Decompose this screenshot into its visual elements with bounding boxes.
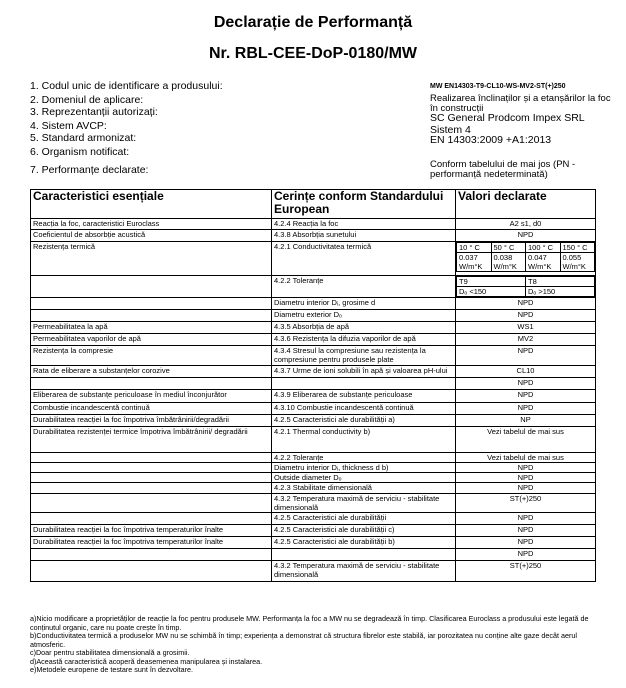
table-row <box>31 473 596 483</box>
value-cell: NPD <box>456 463 596 473</box>
lambda-cell: 0.055 W/m°K <box>560 253 595 272</box>
requirement-cell: 4.2.2 Toleranțe <box>272 276 456 298</box>
characteristic-cell <box>31 298 272 310</box>
characteristic-cell: Reacția la foc, caracteristici Euroclass <box>31 219 272 230</box>
table-row <box>31 378 596 390</box>
characteristic-cell: Durabilitatea reacției la foc împotriva temperaturilor înalte <box>31 537 272 549</box>
lambda-cell: 0.038 W/m°K <box>491 253 526 272</box>
requirement-cell: 4.2.1 Thermal conductivity b) <box>272 427 456 453</box>
value-cell: NPD <box>456 310 596 322</box>
table-row <box>31 230 596 242</box>
characteristic-cell: Coeficientul de absorbție acustică <box>31 230 272 242</box>
value-cell: ST(+)250 <box>456 561 596 582</box>
info-value: MW EN14303-T9-CL10-WS-MV2-ST(+)250 <box>430 83 566 90</box>
footnote: e)Metodele europene de testare sunt în dezvoltare. <box>30 665 194 674</box>
characteristic-cell <box>31 463 272 473</box>
document-number: Nr. RBL-CEE-DoP-0180/MW <box>208 45 418 62</box>
characteristic-cell: Permeabilitatea vaporilor de apă <box>31 334 272 346</box>
tolerance-cell: T9 <box>457 277 526 287</box>
value-cell: Vezi tabelul de mai sus <box>456 427 596 453</box>
info-label: 5. Standard armonizat: <box>30 132 137 144</box>
value-cell: NPD <box>456 473 596 483</box>
info-row <box>30 80 600 94</box>
characteristic-cell: Rata de eliberare a substanțelor corozive <box>31 366 272 378</box>
characteristic-cell <box>31 453 272 463</box>
info-value: Realizarea înclinaților și a etanșărilor la foc în construcții <box>430 93 611 114</box>
table-row <box>31 334 596 346</box>
characteristic-cell: Durabilitatea reacției la foc împotriva temperaturilor înalte <box>31 525 272 537</box>
value-cell: NP <box>456 415 596 427</box>
info-value: SC General Prodcom Impex SRL <box>430 112 585 124</box>
footnote: c)Doar pentru stabilitatea dimensională a grosimii. <box>30 648 190 657</box>
characteristic-cell <box>31 276 272 298</box>
info-row <box>30 160 600 180</box>
table-row <box>31 298 596 310</box>
table-row <box>31 537 596 549</box>
footnote: b)Conductivitatea termică a produselor MW nu se schimbă în timp; experiența a demonstrat că structura fibrelor este stabilă, iar porozitatea nu conține alte gaze decât aerul atmosferic. <box>30 631 577 649</box>
table-row <box>31 390 596 403</box>
table-header-row <box>31 190 596 219</box>
table-row <box>31 310 596 322</box>
page-title: Declarație de Performanță <box>213 14 413 31</box>
diameter-range-cell: Dₒ <150 <box>457 287 526 297</box>
tolerance-subtable <box>456 276 595 297</box>
characteristic-cell: Permeabilitatea la apă <box>31 322 272 334</box>
table-row <box>31 561 596 582</box>
lambda-cell: 0.047 W/m°K <box>526 253 561 272</box>
requirement-cell: 4.3.2 Temperatura maximă de serviciu - stabilitate dimensională <box>272 561 456 582</box>
value-cell: NPD <box>456 549 596 561</box>
requirement-cell: Outside diameter Dₒ <box>272 473 456 483</box>
requirement-cell: 4.2.5 Caracteristici ale durabilității a) <box>272 415 456 427</box>
requirement-cell: 4.3.4 Stresul la compresiune sau rezistența la compresiune pentru produsele plate <box>272 346 456 366</box>
characteristic-cell: Rezistența termică <box>31 242 272 276</box>
table-row <box>31 322 596 334</box>
value-cell: A2 s1, d0 <box>456 219 596 230</box>
requirement-cell: 4.2.4 Reacția la foc <box>272 219 456 230</box>
info-label: 4. Sistem AVCP: <box>30 120 107 132</box>
value-cell: NPD <box>456 298 596 310</box>
value-cell: NPD <box>456 346 596 366</box>
footnotes <box>30 615 600 675</box>
requirement-cell: 4.3.6 Rezistența la difuzia vaporilor de apă <box>272 334 456 346</box>
table-row <box>31 366 596 378</box>
value-cell: CL10 <box>456 366 596 378</box>
value-cell: MV2 <box>456 334 596 346</box>
characteristic-cell <box>31 494 272 513</box>
value-cell: NPD <box>456 390 596 403</box>
temperature-cell: 150 ° C <box>560 243 595 253</box>
characteristic-cell <box>31 378 272 390</box>
info-value: Sistem 4 <box>430 124 471 136</box>
tolerance-cell: T8 <box>526 277 595 287</box>
requirement-cell: Diametru exterior Dₒ <box>272 310 456 322</box>
value-cell: NPD <box>456 403 596 415</box>
requirement-cell: 4.3.10 Combustie incandescentă continuă <box>272 403 456 415</box>
info-row <box>30 146 600 160</box>
value-cell: NPD <box>456 378 596 390</box>
info-row <box>30 106 600 124</box>
table-row <box>31 427 596 453</box>
requirement-cell <box>272 549 456 561</box>
characteristic-cell <box>31 549 272 561</box>
requirement-cell: 4.2.3 Stabilitate dimensională <box>272 483 456 494</box>
info-row <box>30 120 600 136</box>
table-row <box>31 453 596 463</box>
table-row <box>31 242 596 276</box>
value-cell: NPD <box>456 525 596 537</box>
requirement-cell: Diametru interior Dᵢ, thickness d b) <box>272 463 456 473</box>
value-cell: NPD <box>456 483 596 494</box>
requirement-cell: 4.3.8 Absorbția sunetului <box>272 230 456 242</box>
table-row <box>31 525 596 537</box>
temperature-cell: 10 ° C <box>457 243 492 253</box>
value-cell: NPD <box>456 230 596 242</box>
product-info <box>30 80 611 180</box>
requirement-cell: 4.3.7 Urme de ioni solubili în apă și valoarea pH-ului <box>272 366 456 378</box>
info-value: EN 14303:2009 +A1:2013 <box>430 134 552 146</box>
column-header: Valori declarate <box>456 190 596 219</box>
performance-table <box>30 189 596 582</box>
conductivity-subtable <box>456 242 595 272</box>
characteristic-cell <box>31 483 272 494</box>
requirement-cell: Diametru interior Dᵢ, grosime d <box>272 298 456 310</box>
requirement-cell: 4.2.5 Caracteristici ale durabilității <box>272 513 456 525</box>
value-cell: ST(+)250 <box>456 494 596 513</box>
footnote: a)Nicio modificare a proprietăților de reacție la foc pentru produsele MW. Performanța la foc a MW nu se degradează în timp. Clasificarea Euroclass a produsului este legată de conținutul organic, care nu poate crește în timp. <box>30 614 589 632</box>
value-cell: NPD <box>456 537 596 549</box>
characteristic-cell <box>31 513 272 525</box>
diameter-range-cell: Dₒ >150 <box>526 287 595 297</box>
table-row <box>31 494 596 513</box>
characteristic-cell <box>31 561 272 582</box>
info-label: 7. Performanțe declarate: <box>30 164 149 176</box>
characteristic-cell: Eliberarea de substanțe periculoase în mediul înconjurător <box>31 390 272 403</box>
requirement-cell: 4.2.2 Toleranțe <box>272 453 456 463</box>
requirement-cell <box>272 378 456 390</box>
column-header: Cerințe conform Standardului European <box>272 190 456 219</box>
requirement-cell: 4.2.5 Caracteristici ale durabilității c) <box>272 525 456 537</box>
table-row <box>31 219 596 230</box>
characteristic-cell: Rezistența la compresie <box>31 346 272 366</box>
requirement-cell: 4.2.5 Caracteristici ale durabilității b) <box>272 537 456 549</box>
characteristic-cell: Durabilitatea reacției la foc împotriva îmbătrânirii/degradării <box>31 415 272 427</box>
tolerance-subtable-cell <box>456 276 596 298</box>
lambda-cell: 0.037 W/m°K <box>457 253 492 272</box>
requirement-cell: 4.3.5 Absorbția de apă <box>272 322 456 334</box>
value-cell: Vezi tabelul de mai sus <box>456 453 596 463</box>
conductivity-subtable-cell <box>456 242 596 276</box>
requirement-cell: 4.2.1 Conductivitatea termică <box>272 242 456 276</box>
footnote: d)Această caracteristică acoperă deasemenea manipularea și instalarea. <box>30 656 263 666</box>
info-label: 2. Domeniul de aplicare: <box>30 94 144 106</box>
value-cell: NPD <box>456 513 596 525</box>
value-cell: WS1 <box>456 322 596 334</box>
info-row <box>30 132 600 146</box>
table-row <box>31 463 596 473</box>
info-label: 3. Reprezentanții autorizați: <box>30 106 158 118</box>
requirement-cell: 4.3.9 Eliberarea de substanțe periculoase <box>272 390 456 403</box>
info-value: Conform tabelului de mai jos (PN - performanță nedeterminată) <box>430 159 576 180</box>
info-label: 6. Organism notificat: <box>30 146 130 158</box>
temperature-cell: 100 ° C <box>526 243 561 253</box>
table-row <box>31 549 596 561</box>
table-row <box>31 415 596 427</box>
characteristic-cell: Combustie incandescentă continuă <box>31 403 272 415</box>
table-row <box>31 483 596 494</box>
table-row <box>31 513 596 525</box>
characteristic-cell <box>31 473 272 483</box>
characteristic-cell <box>31 310 272 322</box>
temperature-cell: 50 ° C <box>491 243 526 253</box>
requirement-cell: 4.3.2 Temperatura maximă de serviciu - stabilitate dimensională <box>272 494 456 513</box>
table-row <box>31 403 596 415</box>
column-header: Caracteristici esențiale <box>31 190 272 219</box>
characteristic-cell: Durabilitatea rezistenței termice împotriva îmbătrânirii/ degradării <box>31 427 272 453</box>
table-row <box>31 276 596 298</box>
table-row <box>31 346 596 366</box>
info-label: 1. Codul unic de identificare a produsului: <box>30 80 223 92</box>
